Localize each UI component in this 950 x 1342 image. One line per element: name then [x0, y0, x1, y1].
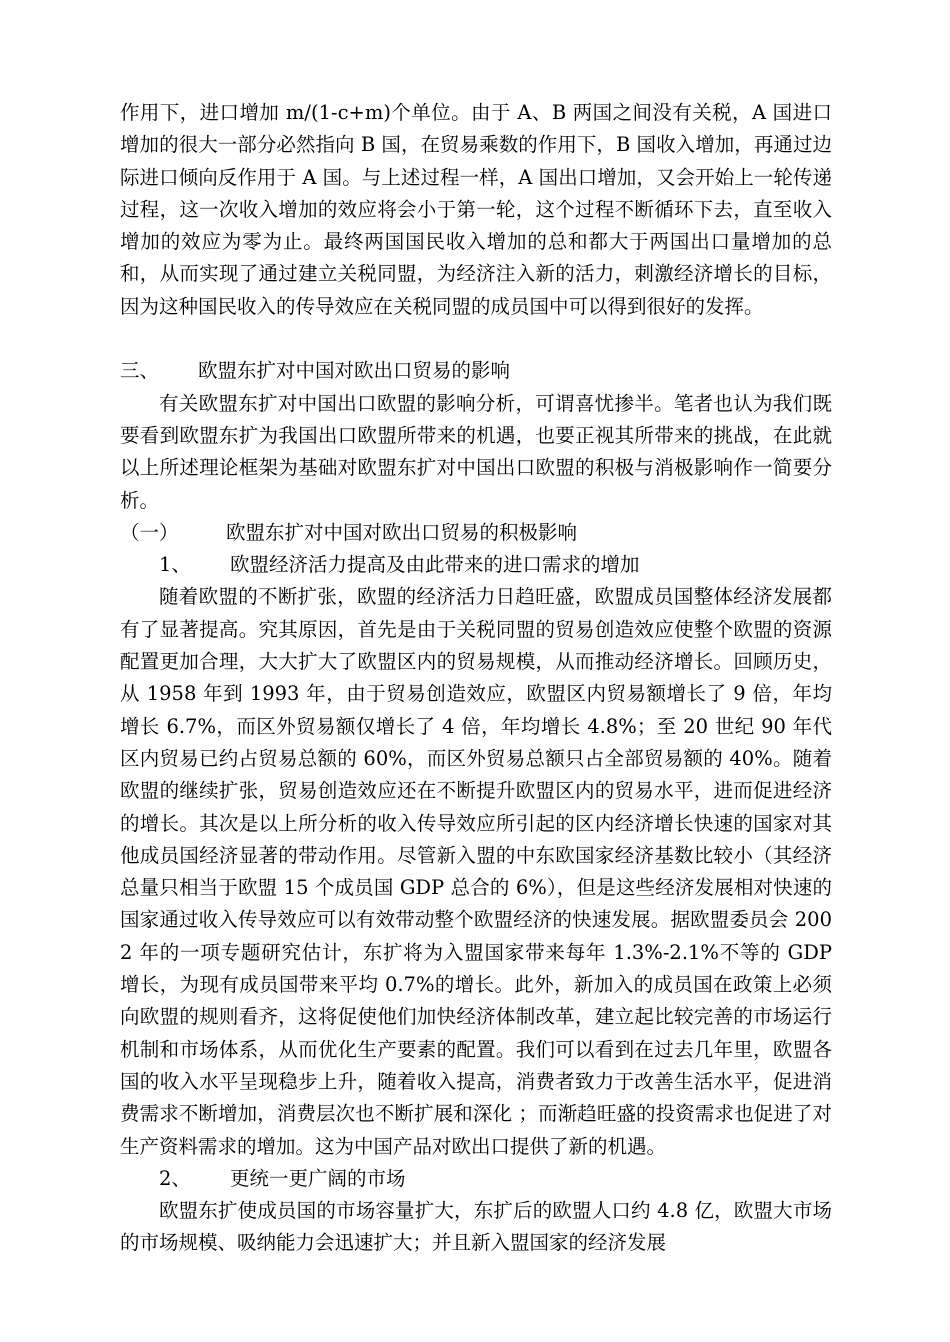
blank-line	[120, 323, 832, 355]
subsection-heading	[120, 517, 832, 549]
item-title-1: 欧盟经济活力提高及由此带来的进口需求的增加	[230, 553, 640, 577]
item-title-2: 更统一更广阔的市场	[230, 1166, 406, 1190]
document-body	[120, 97, 832, 1260]
section-title: 欧盟东扩对中国对欧出口贸易的影响	[198, 359, 511, 383]
item-paragraph-1: 随着欧盟的不断扩张，欧盟的经济活力日趋旺盛，欧盟成员国整体经济发展都有了显著提高。究其原因，首先是由于关税同盟的贸易创造效应使整个欧盟的资源配置更加合理，大大扩大了欧盟区内的贸易规模，从而推动经济增长。回顾历史，从 1958 年到 1993 年，由于贸易创造效应，欧盟区内贸易额增长了 9 倍，年均增长 6.7%，而区外贸易额仅增长了 4 倍，年均增长 4.8%；至 20 世纪 90 年代区内贸易已约占贸易总额的 60%，而区外贸易总额只占全部贸易额的 40%。随着欧盟的继续扩张，贸易创造效应还在不断提升欧盟区内的贸易水平，进而促进经济的增长。其次是以上所分析的收入传导效应所引起的区内经济增长快速的国家对其他成员国经济显著的带动作用。尽管新入盟的中东欧国家经济基数比较小（其经济总量只相当于欧盟 15 个成员国 GDP 总合的 6%），但是这些经济发展相对快速的国家通过收入传导效应可以有效带动整个欧盟经济的快速发展。据欧盟委员会 2002 年的一项专题研究估计，东扩将为入盟国家带来每年 1.3%-2.1%不等的 GDP 增长，为现有成员国带来平均 0.7%的增长。此外，新加入的成员国在政策上必须向欧盟的规则看齐，这将促使他们加快经济体制改革，建立起比较完善的市场运行机制和市场体系，从而优化生产要素的配置。我们可以看到在过去几年里，欧盟各国的收入水平呈现稳步上升，随着收入提高，消费者致力于改善生活水平，促进消费需求不断增加，消费层次也不断扩展和深化 ；而渐趋旺盛的投资需求也促进了对生产资料需求的增加。这为中国产品对欧出口提供了新的机遇。	[120, 585, 832, 1158]
section-number: 三、	[120, 359, 160, 383]
section-paragraph: 有关欧盟东扩对中国出口欧盟的影响分析，可谓喜忧掺半。笔者也认为我们既要看到欧盟东扩为我国出口欧盟所带来的机遇，也要正视其所带来的挑战，在此就以上所述理论框架为基础对欧盟东扩对中国出口欧盟的积极与消极影响作一简要分析。	[120, 391, 832, 512]
item-heading-2	[120, 1163, 832, 1195]
item-number-1: 1、	[159, 553, 191, 577]
item-heading-1	[120, 549, 832, 581]
item-paragraph-2: 欧盟东扩使成员国的市场容量扩大，东扩后的欧盟人口约 4.8 亿，欧盟大市场的市场规模、吸纳能力会迅速扩大；并且新入盟国家的经济发展	[120, 1199, 832, 1255]
subsection-title: 欧盟东扩对中国对欧出口贸易的积极影响	[226, 520, 578, 544]
item-number-2: 2、	[159, 1166, 191, 1190]
intro-paragraph: 作用下，进口增加 m/(1-c+m)个单位。由于 A、B 两国之间没有关税，A 国进口增加的很大一部分必然指向 B 国，在贸易乘数的作用下，B 国收入增加，再通过边际进口倾向反作用于 A 国。与上述过程一样，A 国出口增加，又会开始上一轮传递过程，这一次收入增加的效应将会小于第一轮，这个过程不断循环下去，直至收入增加的效应为零为止。最终两国国民收入增加的总和都大于两国出口量增加的总和，从而实现了通过建立关税同盟，为经济注入新的活力，刺激经济增长的目标，因为这种国民收入的传导效应在关税同盟的成员国中可以得到很好的发挥。	[120, 101, 832, 318]
subsection-number: （一）	[120, 520, 179, 544]
section-heading	[120, 355, 832, 387]
